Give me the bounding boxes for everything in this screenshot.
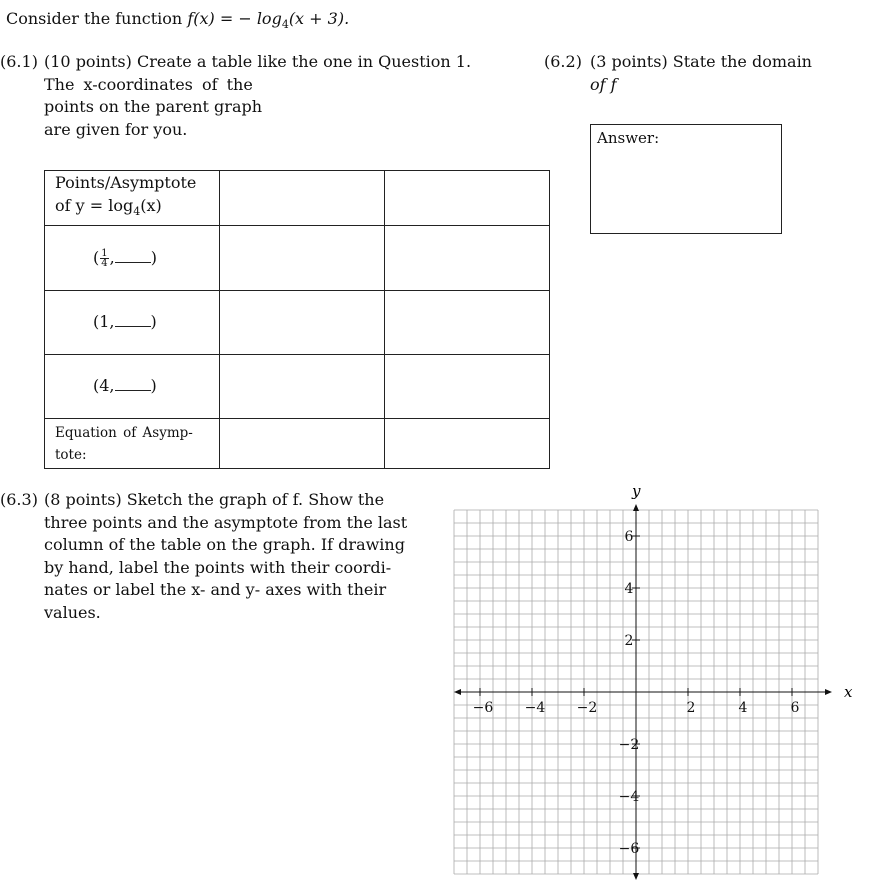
table-cell[interactable] (385, 226, 550, 291)
question-text-line: column of the table on the graph. If drawing (44, 535, 405, 554)
x-axis-arrow (825, 689, 832, 695)
question-text-line: are given for you. (44, 119, 188, 139)
answer-label: Answer: (597, 129, 660, 147)
blank-line (115, 314, 151, 327)
table-row (45, 419, 550, 469)
point-cell: ( $\frac{1}{4}$ , ) (45, 226, 220, 291)
intro-prefix: Consider the function (6, 9, 183, 28)
blank-line (115, 378, 151, 391)
asymptote-cell: Equation of Asymp- tote: (45, 419, 220, 469)
table-cell[interactable] (385, 355, 550, 419)
y-axis-label: y (632, 482, 641, 500)
question-6-3 (0, 489, 420, 624)
table-cell[interactable] (220, 291, 385, 355)
y-tick-label: −2 (618, 737, 640, 753)
question-text-line: values. (44, 602, 101, 622)
answer-box[interactable] (590, 124, 782, 234)
y-tick-label: 2 (624, 633, 634, 649)
question-text-line: of f (590, 74, 617, 94)
table-cell[interactable] (220, 226, 385, 291)
points-table (44, 170, 550, 469)
question-text-line: points on the parent graph (44, 97, 263, 116)
function-expression: f(x) = − $\log_4(x + 3)$. (187, 9, 350, 32)
x-axis-arrow-left (454, 689, 461, 695)
x-axis-label: x (844, 683, 853, 701)
question-6-2 (544, 51, 844, 96)
y-axis-arrow-down (633, 873, 639, 880)
x-tick-label: −6 (472, 700, 494, 716)
question-number: (6.1) (0, 52, 38, 71)
table-cell[interactable] (220, 355, 385, 419)
y-tick-label: 4 (624, 581, 634, 597)
x-tick-label: 6 (790, 700, 800, 716)
y-tick-label: 6 (624, 529, 634, 545)
point-cell: (1, ) (45, 291, 220, 355)
question-text-line: three points and the asymptote from the last (44, 512, 408, 532)
x-tick-label: −4 (524, 700, 546, 716)
question-6-1 (0, 51, 520, 141)
table-cell[interactable] (385, 171, 550, 226)
table-header-cell: Points/Asymptote of $y = \log_4(x)$ (45, 171, 220, 226)
question-text-line: (3 points) State the domain (590, 52, 812, 71)
question-text-line: nates or label the x- and y- axes with their (44, 580, 387, 599)
question-number: (6.2) (544, 52, 582, 71)
blank-line (115, 250, 151, 263)
question-text-line: by hand, label the points with their coordi- (44, 557, 392, 577)
x-tick-label: 4 (738, 700, 748, 716)
x-tick-label: 2 (686, 700, 696, 716)
table-cell[interactable] (220, 419, 385, 469)
question-text-line: (8 points) Sketch the graph of f. Show the (44, 490, 385, 509)
y-tick-label: −4 (618, 789, 640, 805)
y-axis-arrow (633, 504, 639, 511)
table-row (45, 291, 550, 355)
x-tick-label: −2 (576, 700, 598, 716)
table-cell[interactable] (220, 171, 385, 226)
intro-line (6, 8, 349, 37)
point-cell: (4, ) (45, 355, 220, 419)
coordinate-grid[interactable] (440, 480, 860, 880)
question-text-line: The x-coordinates of the (44, 74, 253, 94)
table-cell[interactable] (385, 291, 550, 355)
question-text-line: (10 points) Create a table like the one in Question 1. (44, 52, 472, 71)
y-tick-label: −6 (618, 841, 640, 857)
table-row (45, 355, 550, 419)
question-number: (6.3) (0, 490, 38, 509)
table-cell[interactable] (385, 419, 550, 469)
axes (454, 504, 832, 880)
table-row (45, 226, 550, 291)
